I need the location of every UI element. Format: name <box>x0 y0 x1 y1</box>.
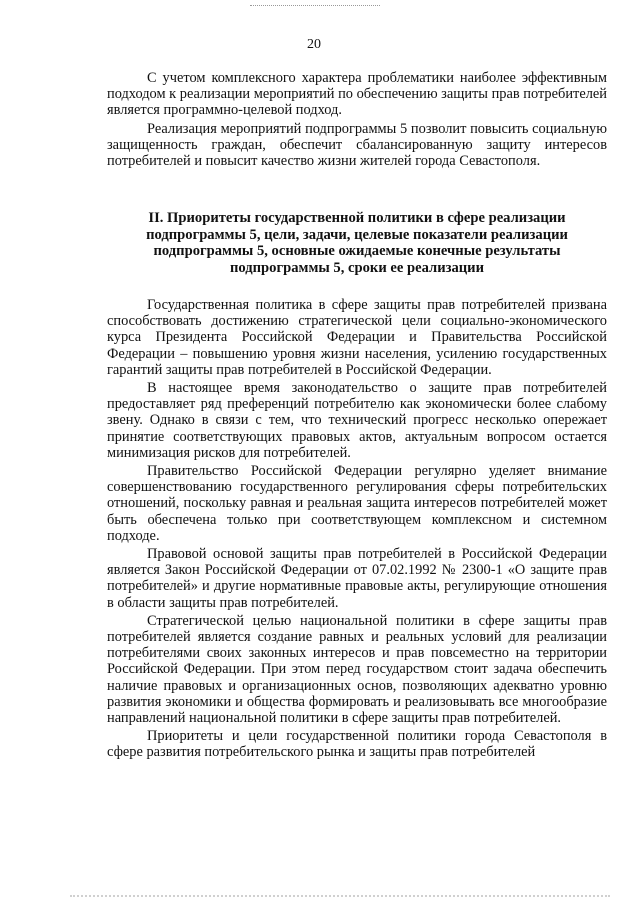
paragraph-legal-basis: Правовой основой защиты прав потребителей в Российской Федерации является Закон Российской Федерации от 07.02.1992 № 2300-1 «О защите прав потребителей» и другие нормативные правовые акты, регулирующие отношения в области защиты прав потребителей. <box>107 546 607 611</box>
page-number: 20 <box>307 37 321 52</box>
heading-line: подпрограммы 5, сроки ее реализации <box>229 259 484 276</box>
heading-line: подпрограммы 5, цели, задачи, целевые показатели реализации <box>146 226 568 243</box>
paragraph-strategic-goal: Стратегической целью национальной политики в сфере защиты прав потребителей является создание равных и реальных условий для реализации потребителями своих законных интересов и прав повсеместно на территории Российской Федерации. При этом перед государством стоит задача обеспечить наличие правовых и организационных основ, позволяющих адекватно уровню развития экономики и общества формировать и реализовывать все многообразие направлений национальной политики в сфере защиты прав потребителей. <box>107 612 607 727</box>
main-text-block <box>107 297 607 761</box>
heading-line: II. Приоритеты государственной политики в сфере реализации <box>148 210 566 226</box>
section-heading <box>107 210 607 276</box>
paragraph-state-policy: Государственная политика в сфере защиты прав потребителей призвана способствовать достижению стратегической цели социально-экономического курса Президента Российской Федерации и Правительства Российской Федерации – повышению уровня жизни населения, усилению государственных гарантий защиты прав потребителей в Российской Федерации. <box>107 297 607 378</box>
paragraph-government: Правительство Российской Федерации регулярно уделяет внимание совершенствованию государственного регулирования сферы потребительских отношений, поскольку равная и реальная защита интересов потребителей может быть обеспечена только при соответствующем комплексном и системном подходе. <box>107 463 607 544</box>
heading-line: подпрограммы 5, основные ожидаемые конечные результаты <box>153 243 561 260</box>
paragraph-legislation: В настоящее время законодательство о защите прав потребителей предоставляет ряд преференций потребителю как экономически более слабому звену. Однако в связи с тем, что технический прогресс несколько опережает принятие соответствующих правовых актов, актуальным вопросом остается минимизация рисков для потребителей. <box>107 380 607 461</box>
paragraph-approach: С учетом комплексного характера проблематики наиболее эффективным подходом к реализации мероприятий по обеспечению защиты прав потребителей является программно-целевой подход. <box>107 70 607 119</box>
paragraph-priorities: Приоритеты и цели государственной политики города Севастополя в сфере развития потребительского рынка и защиты прав потребителей <box>107 728 607 761</box>
scan-artifact-top <box>250 5 380 9</box>
intro-text-block <box>107 70 607 169</box>
scan-artifact-bottom <box>70 895 610 900</box>
paragraph-implementation: Реализация мероприятий подпрограммы 5 позволит повысить социальную защищенность граждан, обеспечит сбалансированную защиту интересов потребителей и повысит качество жизни жителей города Севастополя. <box>107 120 607 170</box>
